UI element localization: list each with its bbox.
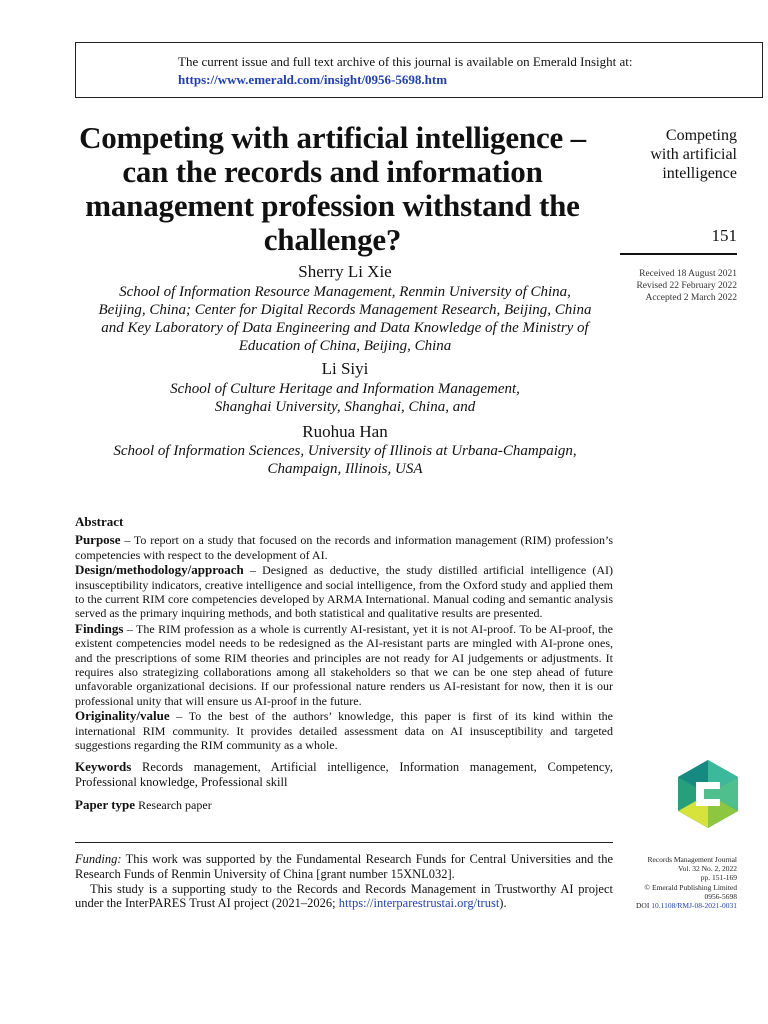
journal-info [600,855,737,910]
running-head-rule [620,253,737,255]
affiliation-line: Beijing, China; Center for Digital Records Management Research, Beijing, China [98,302,592,318]
running-head-line3: intelligence [662,165,737,182]
journal-name: Records Management Journal [647,855,737,864]
author-name: Li Siyi [321,359,369,378]
affiliation-line: Shanghai University, Shanghai, China, and [214,399,476,415]
findings-text: – The RIM profession as a whole is currently AI-resistant, yet it is not AI-proof. To be AI-proof, the existent competencies model needs to be redesigned as the AI-resistant parts are mingled with AI-prone ones, and the prescriptions of some RIM theories and principles are not ready for AI judgements or adjustments. It requires also strategizing collaborations among all stakeholders so that we can be one step ahead of future unfavorable organizational decisions. If our professional nature renders us AI-resistant for now, then it is our professional unity that will ensure us AI-proof in the future. [75,621,613,708]
affiliation-line: School of Information Resource Management, Renmin University of China, [119,284,571,300]
author-affiliation [60,380,630,416]
abstract-section [75,515,613,813]
running-head-line1: Competing [665,127,737,144]
abstract-design [75,563,613,621]
journal-pages: pp. 151-169 [700,873,737,883]
originality-label: Originality/value [75,708,170,724]
doi-label: DOI [636,901,652,911]
page-number: 151 [711,226,737,245]
footnote-rule [75,842,613,843]
author-affiliation [60,283,630,355]
revised-date: Revised 22 February 2022 [636,281,737,291]
purpose-label: Purpose [75,532,121,548]
article-title: Competing with artificial intelligence – can the records and information management profession withstand the challenge? [79,120,586,257]
supporting-study-text: This study is a supporting study to the Records and Records Management in Trustworthy AI project under the InterPARES Trust AI project (2021–2026; [75,881,613,911]
funding-paragraph [75,852,613,882]
journal-volume: Vol. 32 No. 2, 2022 [678,864,737,874]
design-text: – Designed as deductive, the study distilled artificial intelligence (AI) insusceptibility indicators, creative intelligence and social intelligence, from the Oxford study and applied them to the current RIM core competencies developed by ARMA International. Manual coding and semantic analysis served as the primary inquiring methods, and both statistical and qualitative results are presented. [75,563,613,621]
journal-doi [600,901,737,910]
funding-note [75,852,613,911]
affiliation-line: School of Culture Heritage and Information Management, [170,381,520,397]
notice-text: The current issue and full text archive of this journal is available on Emerald Insight at: [178,54,633,69]
abstract-findings [75,622,613,708]
funding-label: Funding: [75,852,122,866]
findings-label: Findings [75,620,124,636]
paper-type [75,798,613,812]
doi-link[interactable]: 10.1108/RMJ-08-2021-0031 [651,901,737,911]
journal-issn: 0956-5698 [704,891,737,901]
abstract-purpose [75,533,613,562]
design-label: Design/methodology/approach [75,562,244,578]
abstract-originality [75,709,613,752]
author-affiliation [60,442,630,478]
journal-copyright: © Emerald Publishing Limited [644,882,737,892]
paper-type-text: Research paper [135,797,212,812]
originality-text: – To the best of the authors’ knowledge, this paper is first of its kind within the international RIM community. It provides detailed assessment data on AI insusceptibility and targeted suggestions regarding the RIM community as a whole. [75,709,613,753]
affiliation-line: Education of China, Beijing, China [238,338,452,354]
affiliation-line: School of Information Sciences, University of Illinois at Urbana-Champaign, [113,443,577,459]
emerald-logo-icon [676,758,740,830]
journal-access-notice [75,42,763,98]
abstract-heading: Abstract [75,514,124,529]
running-head-line2: with artificial [650,146,737,163]
affiliation-line: Champaign, Illinois, USA [267,461,423,477]
purpose-text: – To report on a study that focused on the records and information management (RIM) profession’s competencies with respect to the development of AI. [75,533,613,562]
author-name: Sherry Li Xie [298,262,392,281]
journal-url-link[interactable]: https://www.emerald.com/insight/0956-5698.htm [178,72,448,87]
funding-text: This work was supported by the Fundamental Research Funds for Central Universities and the Research Funds of Renmin University of China [grant number 15XNL032]. [75,852,613,881]
paper-type-label: Paper type [75,796,136,812]
supporting-study-end: ). [499,896,507,911]
author-name: Ruohua Han [302,422,388,441]
interpares-link[interactable]: https://interparestrustai.org/trust [338,896,500,911]
running-head [612,126,737,183]
supporting-study-paragraph [75,882,613,912]
keywords-label: Keywords [75,758,132,774]
affiliation-line: and Key Laboratory of Data Engineering and Data Knowledge of the Ministry of [101,320,589,336]
keywords [75,759,613,790]
accepted-date: Accepted 2 March 2022 [645,293,737,303]
keywords-text: Records management, Artificial intelligence, Information management, Competency, Professional knowledge, Professional skill [75,759,613,789]
received-date: Received 18 August 2021 [639,269,737,279]
